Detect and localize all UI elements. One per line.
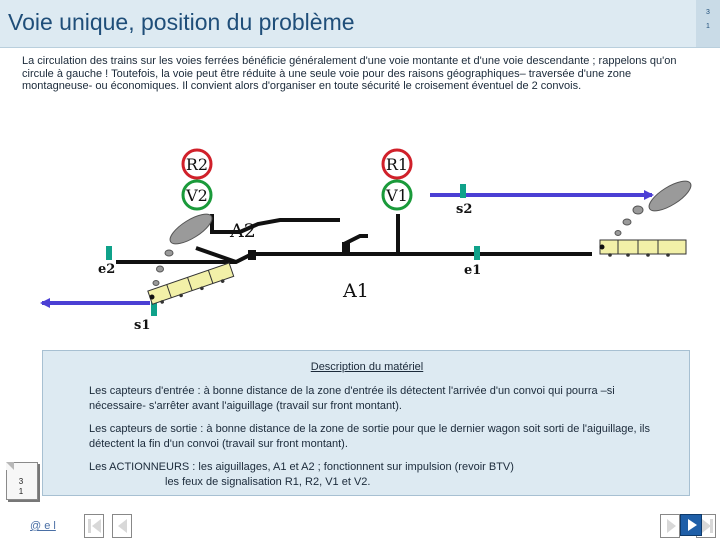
signal-r2-label: R2	[185, 155, 209, 174]
exit-sensors-text: Les capteurs de sortie : à bonne distance de la zone de sortie pour que le dernier wagon soit sorti de l'aiguillage, ils détectent la fin d'un convoi (travail sur front montant).	[89, 423, 650, 450]
next-slide-icon[interactable]	[660, 514, 680, 538]
page-note-icon	[6, 462, 36, 502]
signal-r2-v2	[183, 150, 211, 209]
sensor-s2-marker	[460, 184, 466, 198]
sensor-s1-label: s1	[134, 318, 151, 333]
sensor-e2-marker	[106, 246, 112, 260]
signal-v2-label: V2	[186, 186, 208, 205]
smoke-cloud-east	[615, 176, 695, 236]
previous-slide-icon[interactable]	[112, 514, 132, 538]
page-tab-bottom: 1	[706, 23, 710, 30]
equipment-description-box	[42, 350, 690, 496]
footer-label[interactable]: @ e l	[30, 520, 56, 532]
page-tab-top: 3	[706, 9, 710, 16]
actuators-text-line2: les feux de signalisation R1, R2, V1 et V2.	[165, 476, 371, 488]
intro-paragraph: La circulation des trains sur les voies ferrées bénéficie généralement d'une voie montante et d'une voie descendante ; rappelons qu'on circule à gauche ! Toutefois, la voie peut être réduite à une seule voie pour des raisons géographiques– traversée d'une zone montagneuse- ou économiques. Il convient alors d'organiser en toute sécurité le croisement éventuel de 2 convois.	[22, 55, 677, 92]
page-title: Voie unique, position du problème	[8, 9, 355, 35]
actuators-text-line1: Les ACTIONNEURS : les aiguillages, A1 et A2 ; fonctionnent sur impulsion (revoir BTV)	[89, 461, 514, 473]
sensor-e1-marker	[474, 246, 480, 260]
sensor-e1-label: e1	[464, 263, 482, 278]
play-icon[interactable]	[680, 514, 702, 536]
switch-a2-branch	[196, 248, 236, 262]
signal-r1-label: R1	[385, 155, 409, 174]
entry-sensors-text: Les capteurs d'entrée : à bonne distance de la zone d'entrée ils détectent l'arrivée d'un convoi qui pourra –si nécessaire- s'arrêter avant l'aiguillage (travail sur front montant).	[89, 385, 615, 412]
sensor-e2-label: e2	[98, 262, 116, 277]
switch-a2-actuator	[248, 250, 256, 260]
sensor-s2-label: s2	[456, 202, 473, 217]
signal-r1-v1	[383, 150, 411, 209]
signal-v1-label: V1	[386, 186, 408, 205]
first-slide-icon[interactable]	[84, 514, 104, 538]
page-note-top: 3	[18, 477, 24, 486]
switch-a2-label: A2	[230, 220, 256, 242]
switch-a1-label: A1	[343, 280, 369, 302]
switch-a1-actuator	[342, 242, 350, 252]
train-east	[600, 240, 687, 257]
page-note-bottom: 1	[18, 487, 24, 496]
single-track	[116, 254, 592, 262]
equipment-description-title: Description du matériel	[310, 361, 424, 373]
